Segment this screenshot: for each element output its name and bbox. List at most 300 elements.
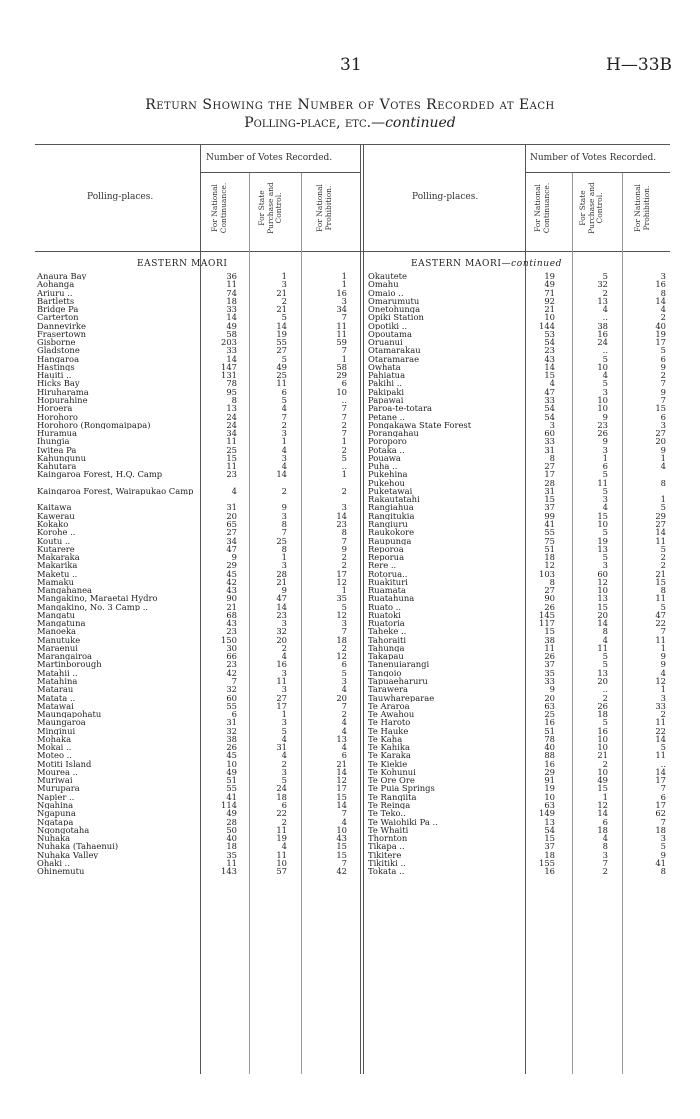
state-control-votes: 4 <box>602 833 608 844</box>
continuance-votes: 49 <box>226 808 237 819</box>
state-control-votes: 5 <box>602 271 608 281</box>
table-row <box>37 305 357 313</box>
table-row <box>37 297 357 305</box>
state-control-votes: 9 <box>602 411 608 422</box>
polling-place-name: Matawai <box>37 701 74 711</box>
prohibition-votes: 9 <box>660 386 666 397</box>
title-line-2-main: Polling-place, etc.— <box>244 115 386 131</box>
state-control-votes: 1 <box>602 791 608 802</box>
table-row <box>368 503 668 511</box>
polling-place-name: Kutarere <box>37 544 75 554</box>
polling-place-name: Ohinemutu <box>37 867 85 876</box>
state-control-votes: 2 <box>281 816 287 827</box>
state-control-votes: 5 <box>602 552 608 563</box>
table-row <box>368 735 668 743</box>
continuance-votes: 91 <box>544 775 555 786</box>
state-control-votes: 26 <box>597 428 608 439</box>
continuance-votes: 21 <box>544 304 555 315</box>
prohibition-votes: 2 <box>341 709 347 720</box>
polling-place-name: Matarau <box>37 685 74 694</box>
polling-place-name: Opiki Station <box>368 313 424 322</box>
state-control-votes: 4 <box>602 634 608 645</box>
state-control-votes: 10 <box>276 857 287 868</box>
state-control-votes: 18 <box>597 709 608 720</box>
continuance-votes: 55 <box>226 783 237 794</box>
continuance-votes: 47 <box>544 386 555 397</box>
table-row <box>368 528 668 536</box>
prohibition-votes: 27 <box>655 428 666 439</box>
prohibition-votes: 7 <box>341 428 347 439</box>
table-row <box>368 867 668 875</box>
table-row <box>368 743 668 751</box>
state-control-votes: 57 <box>276 866 287 877</box>
continuance-votes: 74 <box>226 287 237 298</box>
state-control-votes: 3 <box>281 618 287 629</box>
state-control-votes: 11 <box>276 849 287 860</box>
state-control-votes: 12 <box>597 576 608 587</box>
continuance-votes: 24 <box>226 419 237 430</box>
state-control-votes: 47 <box>276 593 287 604</box>
polling-place-name: Horohoro <box>37 412 78 421</box>
table-row <box>37 776 357 784</box>
polling-place-name: Kokako <box>37 519 69 529</box>
table-row <box>37 421 357 429</box>
state-control-votes: 8 <box>281 518 287 529</box>
state-control-votes: 13 <box>597 543 608 554</box>
state-control-votes: 23 <box>276 609 287 620</box>
prohibition-votes: 12 <box>336 609 347 620</box>
continuance-votes: 75 <box>544 535 555 546</box>
polling-place-name: Hopurahine <box>37 395 88 405</box>
table-row <box>368 512 668 520</box>
table-row <box>37 644 357 652</box>
prohibition-votes: 12 <box>336 651 347 662</box>
continuance-votes: 8 <box>231 394 237 405</box>
continuance-votes: 65 <box>226 518 237 529</box>
continuance-votes: 18 <box>544 552 555 563</box>
continuance-votes: 12 <box>544 560 555 571</box>
table-row <box>368 338 668 346</box>
prohibition-votes: 11 <box>336 320 347 331</box>
polling-place-name: Bridge Pa <box>37 305 79 314</box>
state-control-votes: 24 <box>597 337 608 348</box>
prohibition-votes: 2 <box>660 312 666 323</box>
continuance-votes: 147 <box>221 361 237 372</box>
prohibition-votes: 8 <box>660 585 666 596</box>
state-control-votes: .. <box>602 345 608 356</box>
table-row <box>37 834 357 842</box>
polling-place-name: Tapuaeharuru <box>368 677 428 686</box>
polling-place-name: Ngatapa <box>37 817 74 826</box>
state-control-votes: 14 <box>276 469 287 480</box>
table-row <box>368 346 668 354</box>
prohibition-votes: .. <box>341 461 347 472</box>
prohibition-votes: 47 <box>655 609 666 620</box>
prohibition-votes: 3 <box>660 833 666 844</box>
polling-place-name: Muriwai <box>37 776 73 785</box>
polling-place-name: Dannevirke <box>37 321 86 330</box>
state-control-votes: 3 <box>602 494 608 505</box>
polling-place-name: Moteo .. <box>37 751 72 760</box>
continuance-votes: 143 <box>221 866 237 877</box>
polling-place-name: Mangatu <box>37 610 76 620</box>
prohibition-votes: 22 <box>655 618 666 629</box>
polling-place-name: Gisborne <box>37 338 76 347</box>
prohibition-votes: 6 <box>341 750 347 761</box>
polling-place-name: Ihungia <box>37 437 70 446</box>
continuance-votes: 51 <box>544 725 555 736</box>
continuance-votes: 35 <box>544 667 555 678</box>
prohibition-votes: 18 <box>655 824 666 835</box>
continuance-votes: 55 <box>226 700 237 711</box>
polling-place-name: Horoera <box>37 404 73 413</box>
continuance-votes: 13 <box>544 816 555 827</box>
polling-place-name: Iwitea Pa <box>37 445 77 454</box>
polling-place-name: Te Reinga <box>368 801 411 810</box>
prohibition-votes: 9 <box>660 444 666 455</box>
continuance-votes: 15 <box>226 452 237 463</box>
state-control-votes: 15 <box>597 783 608 794</box>
prohibition-votes: 5 <box>660 841 666 852</box>
state-control-votes: 10 <box>597 742 608 753</box>
polling-place-name: Takapau <box>368 652 404 661</box>
table-row <box>368 487 668 495</box>
state-control-votes: 10 <box>597 403 608 414</box>
polling-place-name: Kahutara <box>37 462 77 471</box>
polling-place-name: Nuhaka <box>37 834 71 843</box>
continuance-votes: 23 <box>226 626 237 637</box>
continuance-votes: 29 <box>226 560 237 571</box>
polling-place-name: Martinborough <box>37 660 102 669</box>
table-row <box>37 842 357 850</box>
state-control-votes: 8 <box>602 626 608 637</box>
continuance-votes: 145 <box>539 609 555 620</box>
continuance-votes: 34 <box>226 535 237 546</box>
prohibition-votes: 7 <box>341 345 347 356</box>
state-control-votes: 5 <box>602 651 608 662</box>
state-control-votes: 10 <box>597 518 608 529</box>
polling-place-name: Mohaka <box>37 734 72 744</box>
state-control-votes: 22 <box>276 808 287 819</box>
table-row <box>37 553 357 561</box>
state-control-votes: 2 <box>281 485 287 496</box>
table-row <box>368 297 668 305</box>
polling-place-name: Kaingaroa Forest, H.Q. Camp <box>37 470 163 479</box>
state-control-votes: 28 <box>276 568 287 579</box>
prohibition-votes: 4 <box>341 725 347 736</box>
continuance-votes: 78 <box>544 733 555 744</box>
prohibition-votes: 7 <box>341 626 347 637</box>
table-row <box>368 479 668 487</box>
state-control-votes: 2 <box>281 758 287 769</box>
polling-place-name: Kawerau <box>37 511 75 520</box>
prohibition-votes: 6 <box>660 411 666 422</box>
continuance-votes: 40 <box>544 742 555 753</box>
left-section-heading: EASTERN MAORI <box>137 259 228 269</box>
continuance-votes: 55 <box>544 527 555 538</box>
prohibition-votes: 35 <box>336 593 347 604</box>
table-row <box>368 710 668 718</box>
table-row <box>368 809 668 817</box>
center-double-rule-2 <box>363 144 364 1074</box>
prohibition-votes: 11 <box>655 535 666 546</box>
polling-place-name: Owhata <box>368 362 401 372</box>
continuance-votes: 30 <box>226 642 237 653</box>
continuance-votes: 90 <box>544 593 555 604</box>
prohibition-votes: 8 <box>341 527 347 538</box>
state-control-votes: 2 <box>281 295 287 306</box>
table-row <box>37 528 357 536</box>
prohibition-votes: 11 <box>655 593 666 604</box>
table-row <box>368 462 668 470</box>
continuance-votes: 29 <box>544 766 555 777</box>
polling-place-name: Te Karaka <box>368 751 411 760</box>
polling-place-name: Rotorua.. <box>368 569 408 578</box>
continuance-votes: 11 <box>226 461 237 472</box>
state-control-votes: 4 <box>602 502 608 513</box>
table-row <box>37 503 357 511</box>
continuance-votes: 13 <box>226 403 237 414</box>
prohibition-votes: 7 <box>660 783 666 794</box>
table-row <box>37 388 357 396</box>
prohibition-votes: 15 <box>655 576 666 587</box>
polling-place-name: Tikitere <box>368 850 402 859</box>
prohibition-votes: 29 <box>655 510 666 521</box>
state-control-votes: 10 <box>597 361 608 372</box>
state-control-votes: 11 <box>276 676 287 687</box>
state-control-votes: 26 <box>597 700 608 711</box>
right-section-continued: continued <box>511 259 562 269</box>
continuance-votes: 32 <box>226 684 237 695</box>
table-row <box>368 768 668 776</box>
prohibition-votes: 33 <box>655 700 666 711</box>
state-control-votes: 5 <box>602 378 608 389</box>
prohibition-votes: .. <box>660 758 666 769</box>
prohibition-votes: 3 <box>660 419 666 430</box>
polling-place-name: Te Awahou <box>368 710 415 719</box>
state-control-votes: 4 <box>281 733 287 744</box>
polling-place-name: Puketawai <box>368 486 413 496</box>
polling-place-name: Rangitukia <box>368 511 415 520</box>
state-control-votes: 2 <box>281 419 287 430</box>
state-control-votes: 1 <box>281 271 287 281</box>
state-control-votes: 13 <box>597 667 608 678</box>
continuance-votes: 20 <box>544 692 555 703</box>
table-row <box>368 784 668 792</box>
continuance-votes: 10 <box>544 312 555 323</box>
prohibition-votes: 14 <box>336 766 347 777</box>
table-row <box>368 694 668 702</box>
continuance-votes: 17 <box>544 469 555 480</box>
state-control-votes: 8 <box>602 841 608 852</box>
prohibition-votes: 17 <box>655 337 666 348</box>
polling-place-name: Motiti Island <box>37 759 92 768</box>
prohibition-votes: 6 <box>660 791 666 802</box>
right-section-heading <box>411 259 562 269</box>
table-row <box>368 495 668 503</box>
prohibition-votes: 10 <box>336 386 347 397</box>
state-control-votes: 21 <box>276 576 287 587</box>
state-control-votes: 3 <box>602 849 608 860</box>
prohibition-votes: 22 <box>655 725 666 736</box>
continuance-votes: 45 <box>226 750 237 761</box>
prohibition-votes: 58 <box>336 361 347 372</box>
prohibition-votes: 21 <box>336 758 347 769</box>
polling-place-name: Reporua <box>368 553 405 562</box>
table-row <box>37 826 357 834</box>
table-row <box>37 289 357 297</box>
title-line-1: Return Showing the Number of Votes Recorded at Each <box>145 97 555 113</box>
continuance-votes: 117 <box>539 618 555 629</box>
table-row <box>368 652 668 660</box>
continuance-votes: 203 <box>221 337 237 348</box>
prohibition-votes: 3 <box>660 271 666 281</box>
continuance-votes: 43 <box>226 585 237 596</box>
state-control-votes: 3 <box>281 452 287 463</box>
continuance-votes: 63 <box>544 700 555 711</box>
continuance-votes: 90 <box>226 593 237 604</box>
left-table-body <box>37 272 357 875</box>
polling-place-name: Pukehou <box>368 478 405 487</box>
state-control-votes: 49 <box>276 361 287 372</box>
table-row <box>368 322 668 330</box>
prohibition-votes: 11 <box>336 328 347 339</box>
prohibition-votes: 7 <box>660 394 666 405</box>
table-row <box>368 446 668 454</box>
table-row <box>37 280 357 288</box>
polling-place-name: Petane .. <box>368 412 405 421</box>
table-row <box>368 760 668 768</box>
polling-place-name: Onetohunga <box>368 305 421 314</box>
title-continued: continued <box>385 115 456 131</box>
continuance-votes: 49 <box>226 766 237 777</box>
prohibition-votes: 4 <box>341 816 347 827</box>
continuance-votes: 7 <box>231 676 237 687</box>
table-row <box>368 371 668 379</box>
polling-place-name: Te Kaha <box>368 734 403 744</box>
state-control-votes: 1 <box>281 709 287 720</box>
left-polling-header: Polling-places. <box>87 192 154 202</box>
continuance-votes: 92 <box>544 295 555 306</box>
polling-place-name: Marangairoa <box>37 652 93 661</box>
polling-place-name: Minginui <box>37 726 76 735</box>
prohibition-votes: 3 <box>341 676 347 687</box>
table-row <box>368 429 668 437</box>
state-control-votes: 17 <box>276 700 287 711</box>
polling-place-name: Ariuru .. <box>37 288 73 297</box>
prohibition-votes: 2 <box>660 560 666 571</box>
table-row <box>368 413 668 421</box>
prohibition-votes: 20 <box>336 692 347 703</box>
polling-place-name: Pahiatua <box>368 371 406 380</box>
continuance-votes: 41 <box>544 518 555 529</box>
state-control-votes: 11 <box>597 477 608 488</box>
state-control-votes: 19 <box>276 328 287 339</box>
polling-place-name: Koutu .. <box>37 536 71 545</box>
prohibition-votes: 4 <box>660 667 666 678</box>
state-control-votes: 5 <box>602 485 608 496</box>
polling-place-name: Tarawera <box>368 685 409 694</box>
polling-place-name: Frasertown <box>37 329 87 339</box>
prohibition-votes: 12 <box>336 576 347 587</box>
table-row <box>37 371 357 379</box>
continuance-votes: 37 <box>544 659 555 670</box>
state-control-votes: 9 <box>281 585 287 596</box>
continuance-votes: 33 <box>226 304 237 315</box>
table-row <box>368 619 668 627</box>
polling-place-name: Mourea .. <box>37 767 78 777</box>
table-row <box>368 834 668 842</box>
prohibition-votes: 9 <box>660 849 666 860</box>
table-row <box>368 437 668 445</box>
state-control-votes: 2 <box>602 866 608 877</box>
state-control-votes: 32 <box>276 626 287 637</box>
continuance-votes: 16 <box>544 717 555 728</box>
table-row <box>368 594 668 602</box>
table-row <box>368 793 668 801</box>
polling-place-name: Pouawa <box>368 453 401 463</box>
prohibition-votes: 10 <box>336 824 347 835</box>
continuance-votes: 8 <box>549 452 555 463</box>
right-polling-header: Polling-places. <box>412 192 479 202</box>
polling-place-name: Murupara <box>37 784 80 793</box>
table-row <box>37 611 357 619</box>
prohibition-votes: 34 <box>336 304 347 315</box>
prohibition-votes: 43 <box>336 833 347 844</box>
right-prohibition-header: For National Prohibition. <box>633 184 651 232</box>
right-table-body <box>368 272 668 875</box>
continuance-votes: 78 <box>226 378 237 389</box>
state-control-votes: 5 <box>281 312 287 323</box>
prohibition-votes: 23 <box>336 518 347 529</box>
state-control-votes: 8 <box>281 543 287 554</box>
state-control-votes: 3 <box>281 766 287 777</box>
state-control-votes: 20 <box>276 634 287 645</box>
prohibition-votes: 8 <box>660 477 666 488</box>
table-row <box>37 768 357 776</box>
prohibition-votes: 7 <box>341 808 347 819</box>
state-control-votes: 7 <box>281 527 287 538</box>
state-control-votes: 1 <box>281 552 287 563</box>
state-control-votes: 3 <box>602 560 608 571</box>
continuance-votes: 42 <box>226 667 237 678</box>
polling-place-name: Manoeka <box>37 627 77 636</box>
polling-place-name: Makaraka <box>37 553 80 562</box>
continuance-votes: 16 <box>544 866 555 877</box>
state-control-votes: 4 <box>281 461 287 472</box>
continuance-votes: 38 <box>544 634 555 645</box>
polling-place-name: Ruato .. <box>368 602 402 611</box>
polling-place-name: Rangiuru <box>368 519 408 529</box>
table-row <box>37 809 357 817</box>
continuance-votes: 23 <box>544 345 555 356</box>
state-control-votes: 5 <box>281 775 287 786</box>
polling-place-name: Thornton <box>368 834 408 843</box>
table-row <box>37 322 357 330</box>
polling-place-name: Pakihi .. <box>368 379 403 388</box>
table-row <box>37 627 357 635</box>
polling-place-name: Kahungunu <box>37 453 86 463</box>
continuance-votes: 54 <box>544 824 555 835</box>
state-control-votes: 11 <box>597 642 608 653</box>
table-row <box>368 627 668 635</box>
continuance-votes: 31 <box>544 485 555 496</box>
continuance-votes: 18 <box>544 849 555 860</box>
state-control-votes: 5 <box>602 353 608 364</box>
polling-place-name: Hicks Bay <box>37 379 80 388</box>
prohibition-votes: 9 <box>660 659 666 670</box>
state-control-votes: 21 <box>597 750 608 761</box>
